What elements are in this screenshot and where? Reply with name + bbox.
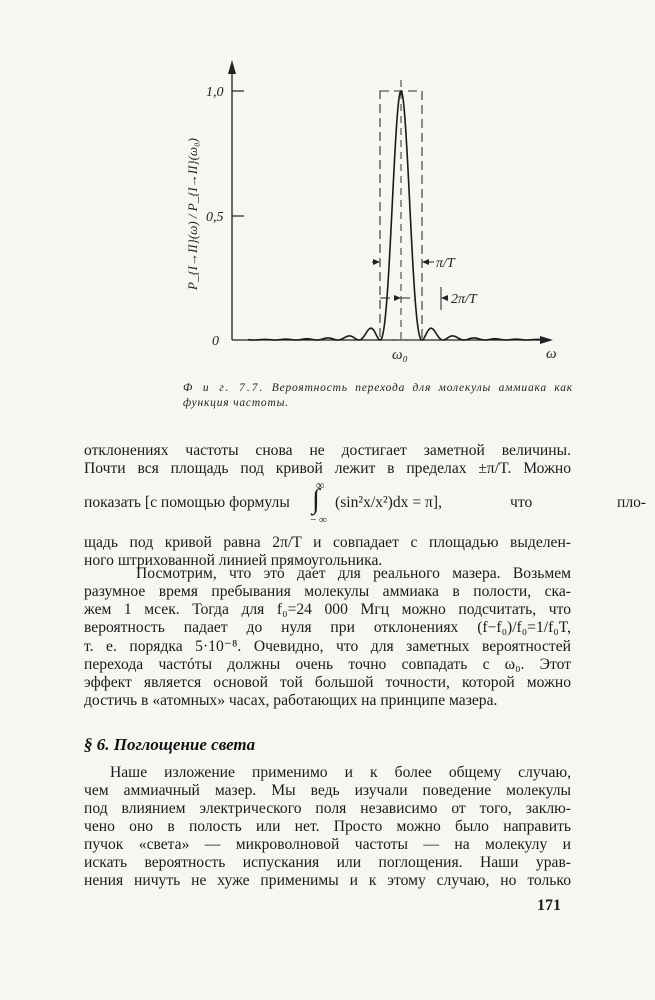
p2-line-1: Посмотрим, что это дает для реального мазера. Возьмем — [136, 565, 571, 582]
p3-line-5: пучок «света» — микроволновой частоты — на молекулу и — [84, 836, 571, 853]
y-tick-label-0: 0 — [212, 334, 219, 349]
y-tick-label-05: 0,5 — [206, 210, 224, 225]
p1-tail-line-1: щадь под кривой равна 2π/T и совпадает с площадью выделен- — [84, 534, 571, 551]
x-tick-label-omega0: ω₀ — [392, 347, 408, 363]
p2-line-2: разумное время пребывания молекулы аммиака в полости, ска- — [84, 583, 571, 600]
p2-line-4: вероятность падает до нуля при отклонениях (f−f₀)/f₀=1/f₀T, — [84, 619, 571, 636]
p3-line-6: искать вероятность испускания или поглощения. Наши урав- — [84, 854, 571, 871]
integral-lower-limit: − ∞ — [310, 514, 327, 526]
integral-sign: ∫ — [312, 484, 320, 515]
transition-probability-figure — [0, 0, 655, 380]
y-axis-arrow — [228, 60, 236, 74]
pi-t-arrowhead-left — [373, 259, 380, 265]
p1-line-2: Почти вся площадь под кривой лежит в пределах ±π/T. Можно — [84, 460, 571, 477]
p2-line-8: достичь в «атомных» часах, работающих на принципе мазера. — [84, 692, 498, 709]
formula-after-2: пло- — [617, 494, 647, 511]
y-tick-label-1: 1,0 — [206, 85, 224, 100]
figure-caption — [183, 381, 573, 411]
pi-t-label: π/T — [436, 256, 455, 271]
caption-prefix: Ф и г. 7.7. — [183, 382, 265, 394]
p2-line-6: перехода частóты должны очень точно совпадать с ω₀. Этот — [84, 656, 571, 673]
x-axis-arrow — [540, 336, 553, 344]
two-pi-t-arrowhead-right — [441, 295, 448, 301]
page-number: 171 — [537, 897, 561, 914]
probability-curve — [248, 91, 540, 340]
p1-line-1: отклонениях частоты снова не достигает заметной величины. — [84, 442, 571, 459]
p2-line-7: эффект является основой той большой точности, которой можно — [84, 674, 571, 691]
p2-line-3: жем 1 мсек. Тогда для f₀=24 000 Мгц можно подсчитать, что — [84, 601, 571, 618]
formula-line — [84, 478, 647, 532]
x-axis-label: ω — [546, 346, 557, 362]
formula-integrand: (sin²x/x²)dx = π], — [335, 494, 443, 511]
integral-upper-limit: ∞ — [316, 478, 325, 492]
paragraph-2 — [84, 565, 571, 710]
caption-text: Вероятность перехода для молекулы аммиака как функция частоты. — [183, 382, 573, 409]
two-pi-t-arrowhead — [394, 295, 401, 301]
section-title: § 6. Поглощение света — [84, 735, 256, 754]
formula-before: показать [с помощью формулы — [84, 494, 290, 511]
p3-line-4: чено оно в полость или нет. Просто можно было направить — [84, 818, 571, 835]
p3-line-7: нения ничуть не хуже применимы и к этому случаю, но только — [84, 872, 571, 889]
y-axis-label: P_{I→II}(ω) / P_{I→II}(ω₀) — [185, 138, 200, 290]
paragraph-3 — [84, 764, 571, 890]
pi-t-arrowhead-right — [422, 259, 429, 265]
two-pi-t-label: 2π/T — [451, 292, 477, 307]
p3-line-2: чем аммиачный мазер. Мы ведь изучали поведение молекулы — [84, 782, 571, 799]
paragraph-1 — [84, 442, 571, 478]
p1-tail-line-2: ного штрихованной линией прямоугольника. — [84, 552, 383, 569]
p3-line-3: под влиянием электрического поля независимо от того, заклю- — [84, 800, 571, 817]
p3-line-1: Наше изложение применимо и к более общему случаю, — [110, 764, 571, 781]
formula-after-1: что — [510, 494, 533, 511]
p2-line-5: т. е. порядка 5·10⁻⁸. Очевидно, что для заметных вероятностей — [84, 638, 571, 655]
